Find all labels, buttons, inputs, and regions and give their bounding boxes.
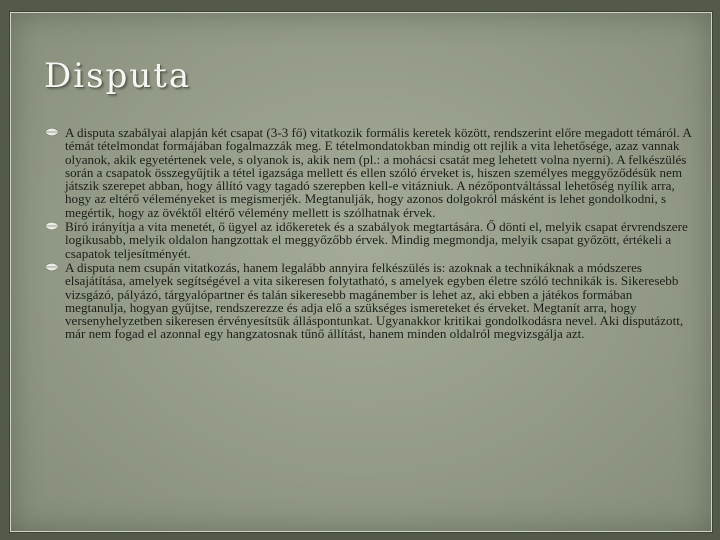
leaf-bullet-icon: [44, 127, 60, 137]
leaf-bullet-icon: [44, 262, 60, 272]
leaf-bullet-icon: [44, 221, 60, 231]
bullet-text: A disputa nem csupán vitatkozás, hanem legalább annyira felkészülés is: azoknak a technikáknak a módszeres elsajátítása, amelyek segítségével a vita sikeresen folytatható, s amelyek egyben életre szóló technikák is. Sikeresebb vizsgázó, pályázó, tárgyalópartner és talán sikeresebb magánember is lehet az, aki ebben a játékos formában megtanulja, hogyan gyűjtse, rendszerezze és adja elő a szükséges ismereteket és érveket. Megtanít arra, hogy versenyhelyzetben sikeresen érvényesítsük álláspontunkat. Ugyanakkor kritikai gondolkodásra nevel. Aki disputázott, már nem fogad el azonnal egy hangzatosnak tűnő állítást, hanem minden oldalról megvizsgálja azt.: [65, 259, 684, 342]
bullet-item-2: [44, 220, 694, 260]
bullet-text: A disputa szabályai alapján két csapat (3-3 fő) vitatkozik formális keretek között, rendszerint előre megadott témáról. A témát tételmondat formájában fogalmazzák meg. E tételmondatokban mindig ott rejlik a vita lehetősége, azaz vannak olyanok, akik egyetértenek vele, s olyanok is, akik nem (pl.: a mohácsi csatát meg lehetett volna nyerni). A felkészülés során a csapatok összegyűjtik a tétel igazsága mellett és ellen szóló érveket is, hiszen személyes meggyőződésük nem játszik szerepet abban, hogy állító vagy tagadó szerepben kell-e vitázniuk. A nézőpontváltással lehetőség nyílik arra, hogy az eltérő véleményeket is megismerjék. Megtanulják, hogy azonos dolgokról másként is lehet gondolkodni, s megértik, hogy az övéktől eltérő vélemény mellett is szólhatnak érvek.: [65, 125, 692, 220]
slide-title: Disputa: [44, 56, 192, 96]
bullet-item-3: [44, 261, 694, 341]
bullet-item-1: [44, 126, 694, 219]
bullet-list: [44, 126, 694, 342]
bullet-text: Bíró irányítja a vita menetét, ő ügyel az időkeretek és a szabályok megtartására. Ő dönti el, melyik csapat érvrendszere logikusabb, melyik oldalon hangzottak el meggyőzőbb érvek. Mindig megmondja, melyik csapat győzött, értékeli a csapatok teljesítményét.: [65, 219, 688, 261]
